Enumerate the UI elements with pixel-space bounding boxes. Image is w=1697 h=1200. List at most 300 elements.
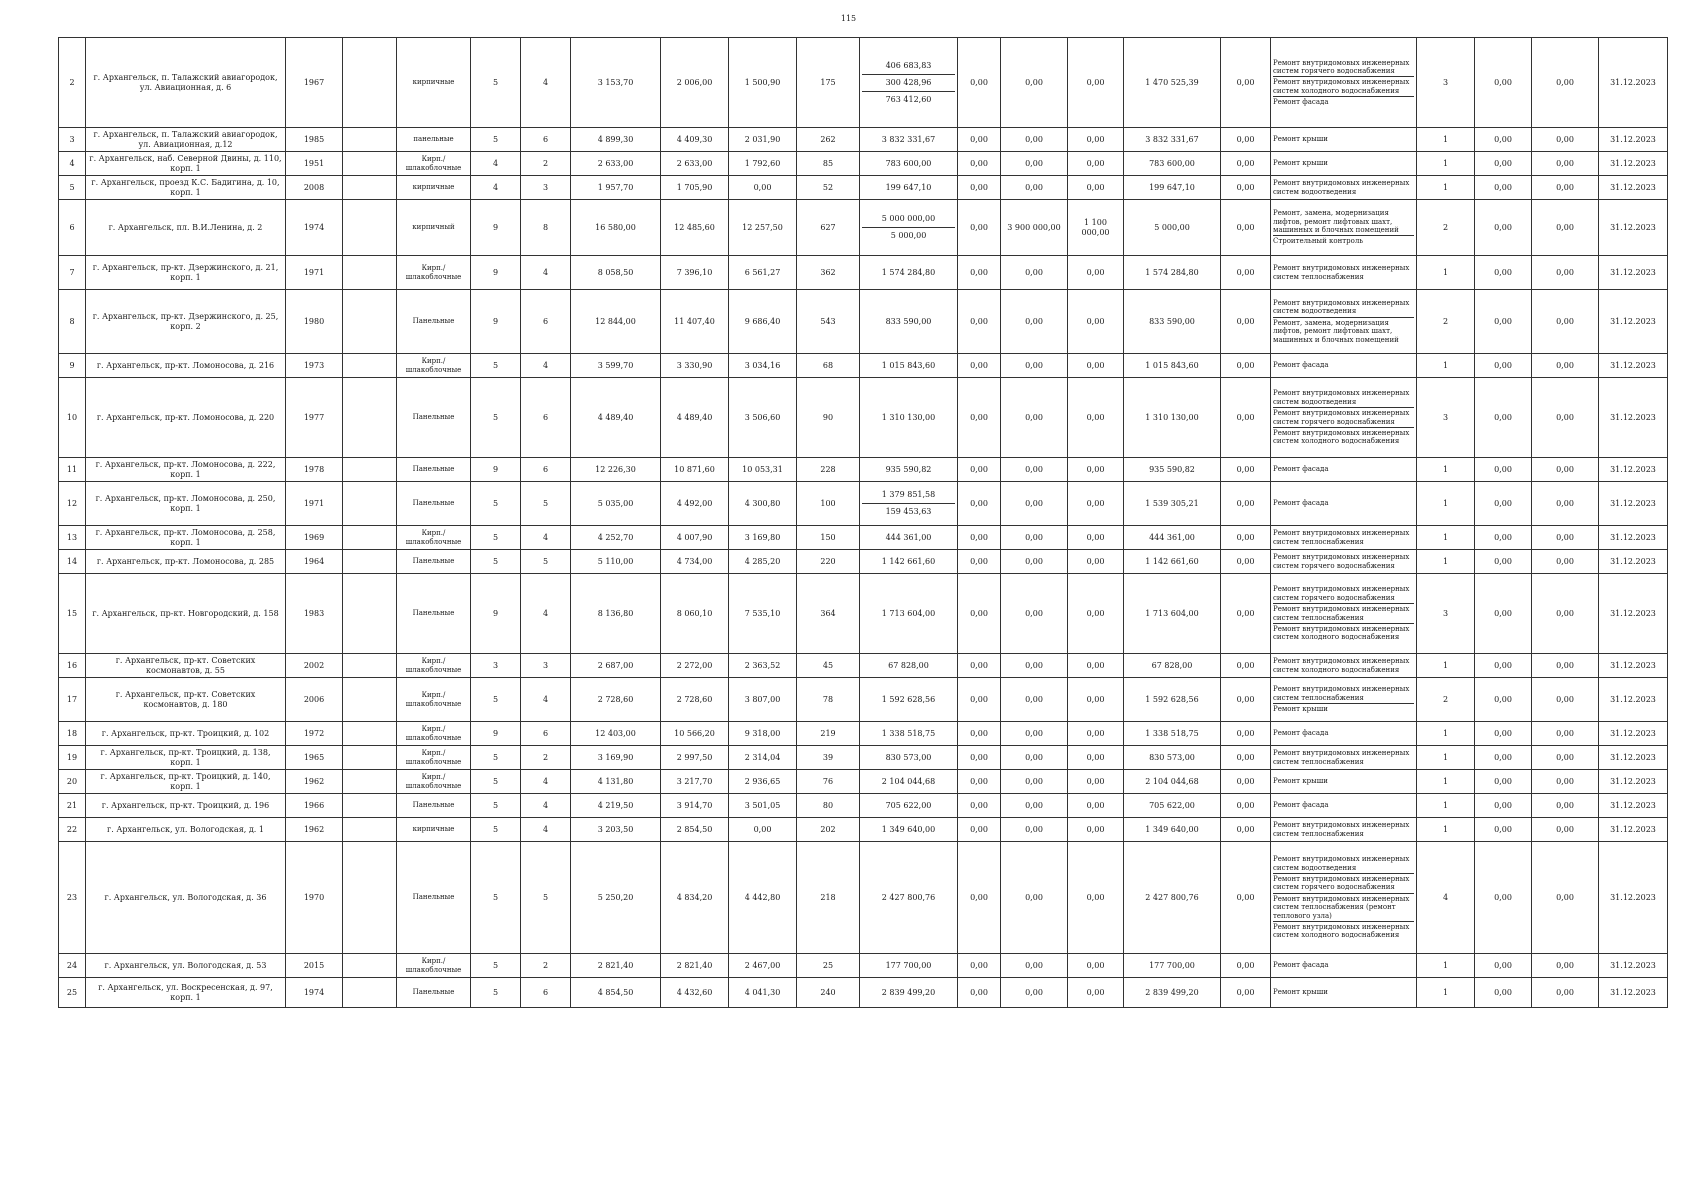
rooms-area-cell: 3 914,70 [661, 794, 729, 818]
limit-cost-cell: 0,00 [1532, 354, 1599, 378]
fund-municipal-cell: 0,00 [1068, 290, 1124, 354]
row-number: 13 [59, 526, 86, 550]
residents-cell: 100 [797, 482, 860, 526]
cost-line: 2 104 044,68 [881, 776, 936, 786]
wall-material-cell: кирпичные [397, 38, 471, 128]
repair-program-table [58, 37, 1668, 1008]
residents-cell: 175 [797, 38, 860, 128]
total-cost-cell [860, 290, 958, 354]
rooms-area-cell: 3 217,70 [661, 770, 729, 794]
table-row [59, 482, 1668, 526]
address-cell: г. Архангельск, пр-кт. Троицкий, д. 138, корп. 1 [86, 746, 286, 770]
wall-material-cell: Кирп./ шлакоблочные [397, 770, 471, 794]
cost-line: 830 573,00 [885, 752, 932, 762]
fund-municipal-cell: 0,00 [1068, 38, 1124, 128]
work-type-line: Ремонт внутридомовых инженерных систем теплоснабжения [1273, 821, 1410, 838]
entrances-cell: 8 [521, 200, 571, 256]
year-built-cell: 1951 [286, 152, 343, 176]
year-built-cell: 2006 [286, 678, 343, 722]
rooms-area-cell: 8 060,10 [661, 574, 729, 654]
total-cost-cell [860, 678, 958, 722]
fund-municipal-cell: 0,00 [1068, 574, 1124, 654]
unit-cost-cell: 0,00 [1475, 818, 1532, 842]
rooms-area-cell: 10 566,20 [661, 722, 729, 746]
unit-cost-cell: 0,00 [1475, 378, 1532, 458]
table-row [59, 794, 1668, 818]
rooms-area-cell: 2 006,00 [661, 38, 729, 128]
entrances-cell: 4 [521, 770, 571, 794]
residents-cell: 262 [797, 128, 860, 152]
floors-cell: 5 [471, 978, 521, 1008]
cost-line: 935 590,82 [885, 464, 932, 474]
floors-cell: 5 [471, 770, 521, 794]
row-number: 18 [59, 722, 86, 746]
total-cost-cell [860, 574, 958, 654]
completion-date-cell: 31.12.2023 [1599, 954, 1668, 978]
work-count-cell: 4 [1417, 842, 1475, 954]
total-area-cell: 8 136,80 [571, 574, 661, 654]
work-type-line: Ремонт внутридомовых инженерных систем теплоснабжения [1273, 264, 1410, 281]
fund-municipal-cell: 0,00 [1068, 128, 1124, 152]
row-number: 5 [59, 176, 86, 200]
fund-regional-cell: 0,00 [1001, 978, 1068, 1008]
living-area-cell: 2 031,90 [729, 128, 797, 152]
table-row [59, 128, 1668, 152]
wall-material-cell: Панельные [397, 794, 471, 818]
empty-cell [343, 842, 397, 954]
fund-federal-cell: 0,00 [958, 128, 1001, 152]
fund-owners-cell: 1 142 661,60 [1124, 550, 1221, 574]
total-cost-cell [860, 176, 958, 200]
entrances-cell: 4 [521, 256, 571, 290]
work-type-cell [1271, 678, 1417, 722]
fund-other-cell: 0,00 [1221, 550, 1271, 574]
fund-municipal-cell: 0,00 [1068, 746, 1124, 770]
work-type-line: Ремонт крыши [1273, 159, 1328, 168]
cost-line: 783 600,00 [885, 158, 932, 168]
fund-owners-cell: 783 600,00 [1124, 152, 1221, 176]
floors-cell: 5 [471, 526, 521, 550]
total-cost-cell [860, 794, 958, 818]
address-cell: г. Архангельск, пр-кт. Ломоносова, д. 216 [86, 354, 286, 378]
completion-date-cell: 31.12.2023 [1599, 654, 1668, 678]
completion-date-cell: 31.12.2023 [1599, 526, 1668, 550]
living-area-cell: 0,00 [729, 176, 797, 200]
work-count-cell: 1 [1417, 152, 1475, 176]
row-number: 9 [59, 354, 86, 378]
living-area-cell: 4 285,20 [729, 550, 797, 574]
table-row [59, 176, 1668, 200]
wall-material-cell: Панельные [397, 550, 471, 574]
empty-cell [343, 256, 397, 290]
fund-federal-cell: 0,00 [958, 354, 1001, 378]
work-count-cell: 2 [1417, 200, 1475, 256]
completion-date-cell: 31.12.2023 [1599, 378, 1668, 458]
row-number: 6 [59, 200, 86, 256]
cost-line: 199 647,10 [885, 182, 932, 192]
entrances-cell: 4 [521, 354, 571, 378]
year-built-cell: 2002 [286, 654, 343, 678]
work-type-cell [1271, 38, 1417, 128]
year-built-cell: 1964 [286, 550, 343, 574]
residents-cell: 45 [797, 654, 860, 678]
address-cell: г. Архангельск, пр-кт. Ломоносова, д. 222, корп. 1 [86, 458, 286, 482]
unit-cost-cell: 0,00 [1475, 746, 1532, 770]
work-count-cell: 1 [1417, 818, 1475, 842]
address-cell: г. Архангельск, пр-кт. Ломоносова, д. 220 [86, 378, 286, 458]
row-number: 17 [59, 678, 86, 722]
cost-line: 1 713 604,00 [881, 608, 936, 618]
empty-cell [343, 574, 397, 654]
floors-cell: 4 [471, 152, 521, 176]
limit-cost-cell: 0,00 [1532, 176, 1599, 200]
total-area-cell: 4 252,70 [571, 526, 661, 550]
table-row [59, 378, 1668, 458]
rooms-area-cell: 2 821,40 [661, 954, 729, 978]
fund-owners-cell: 1 713 604,00 [1124, 574, 1221, 654]
living-area-cell: 9 318,00 [729, 722, 797, 746]
wall-material-cell: Кирп./ шлакоблочные [397, 526, 471, 550]
table-row [59, 746, 1668, 770]
year-built-cell: 1967 [286, 38, 343, 128]
address-cell: г. Архангельск, проезд К.С. Бадигина, д. 10, корп. 1 [86, 176, 286, 200]
table-row [59, 152, 1668, 176]
residents-cell: 85 [797, 152, 860, 176]
year-built-cell: 1978 [286, 458, 343, 482]
unit-cost-cell: 0,00 [1475, 482, 1532, 526]
living-area-cell: 2 363,52 [729, 654, 797, 678]
work-type-line: Ремонт, замена, модернизация лифтов, ремонт лифтовых шахт, машинных и блочных помещений [1273, 209, 1399, 234]
work-type-cell [1271, 654, 1417, 678]
address-cell: г. Архангельск, пр-кт. Ломоносова, д. 285 [86, 550, 286, 574]
address-cell: г. Архангельск, наб. Северной Двины, д. 110, корп. 1 [86, 152, 286, 176]
completion-date-cell: 31.12.2023 [1599, 200, 1668, 256]
work-type-cell [1271, 978, 1417, 1008]
work-type-line: Ремонт внутридомовых инженерных систем теплоснабжения [1273, 603, 1414, 623]
year-built-cell: 1974 [286, 200, 343, 256]
address-cell: г. Архангельск, пр-кт. Троицкий, д. 140, корп. 1 [86, 770, 286, 794]
limit-cost-cell: 0,00 [1532, 526, 1599, 550]
fund-federal-cell: 0,00 [958, 818, 1001, 842]
work-type-cell [1271, 354, 1417, 378]
fund-municipal-cell: 0,00 [1068, 526, 1124, 550]
residents-cell: 219 [797, 722, 860, 746]
year-built-cell: 1972 [286, 722, 343, 746]
work-type-line: Ремонт внутридомовых инженерных систем холодного водоснабжения [1273, 921, 1414, 941]
total-cost-cell [860, 38, 958, 128]
fund-regional-cell: 0,00 [1001, 256, 1068, 290]
living-area-cell: 3 506,60 [729, 378, 797, 458]
limit-cost-cell: 0,00 [1532, 152, 1599, 176]
rooms-area-cell: 2 272,00 [661, 654, 729, 678]
floors-cell: 5 [471, 746, 521, 770]
rooms-area-cell: 10 871,60 [661, 458, 729, 482]
fund-municipal-cell: 0,00 [1068, 818, 1124, 842]
unit-cost-cell: 0,00 [1475, 152, 1532, 176]
fund-municipal-cell: 0,00 [1068, 378, 1124, 458]
year-built-cell: 1970 [286, 842, 343, 954]
total-cost-cell [860, 200, 958, 256]
fund-other-cell: 0,00 [1221, 954, 1271, 978]
rooms-area-cell: 2 997,50 [661, 746, 729, 770]
fund-other-cell: 0,00 [1221, 818, 1271, 842]
living-area-cell: 2 467,00 [729, 954, 797, 978]
row-number: 4 [59, 152, 86, 176]
year-built-cell: 1983 [286, 574, 343, 654]
empty-cell [343, 176, 397, 200]
empty-cell [343, 978, 397, 1008]
limit-cost-cell: 0,00 [1532, 550, 1599, 574]
fund-federal-cell: 0,00 [958, 678, 1001, 722]
unit-cost-cell: 0,00 [1475, 354, 1532, 378]
row-number: 19 [59, 746, 86, 770]
empty-cell [343, 482, 397, 526]
fund-other-cell: 0,00 [1221, 978, 1271, 1008]
work-type-line: Ремонт внутридомовых инженерных систем водоотведения [1273, 179, 1410, 196]
fund-municipal-cell: 0,00 [1068, 458, 1124, 482]
total-area-cell: 16 580,00 [571, 200, 661, 256]
empty-cell [343, 458, 397, 482]
work-type-line: Ремонт внутридомовых инженерных систем холодного водоснабжения [1273, 427, 1414, 447]
fund-municipal-cell: 0,00 [1068, 176, 1124, 200]
row-number: 12 [59, 482, 86, 526]
limit-cost-cell: 0,00 [1532, 200, 1599, 256]
work-count-cell: 1 [1417, 722, 1475, 746]
fund-owners-cell: 830 573,00 [1124, 746, 1221, 770]
fund-municipal-cell: 0,00 [1068, 482, 1124, 526]
empty-cell [343, 128, 397, 152]
total-cost-cell [860, 746, 958, 770]
work-count-cell: 1 [1417, 256, 1475, 290]
work-type-cell [1271, 152, 1417, 176]
wall-material-cell: Панельные [397, 378, 471, 458]
work-type-line: Ремонт фасада [1273, 729, 1329, 738]
rooms-area-cell: 3 330,90 [661, 354, 729, 378]
fund-owners-cell: 1 470 525,39 [1124, 38, 1221, 128]
table-row [59, 574, 1668, 654]
wall-material-cell: Панельные [397, 574, 471, 654]
cost-line: 1 379 851,58 [881, 490, 936, 499]
fund-owners-cell: 1 349 640,00 [1124, 818, 1221, 842]
fund-federal-cell: 0,00 [958, 256, 1001, 290]
work-type-line: Ремонт внутридомовых инженерных систем теплоснабжения [1273, 749, 1410, 766]
unit-cost-cell: 0,00 [1475, 128, 1532, 152]
work-type-line: Ремонт фасада [1273, 465, 1329, 474]
limit-cost-cell: 0,00 [1532, 256, 1599, 290]
wall-material-cell: Кирп./ шлакоблочные [397, 256, 471, 290]
limit-cost-cell: 0,00 [1532, 722, 1599, 746]
cost-line: 67 828,00 [888, 660, 929, 670]
work-type-line: Ремонт фасада [1273, 96, 1414, 107]
work-type-line: Ремонт крыши [1273, 703, 1414, 714]
cost-line: 1 015 843,60 [881, 360, 936, 370]
row-number: 21 [59, 794, 86, 818]
fund-owners-cell: 833 590,00 [1124, 290, 1221, 354]
entrances-cell: 4 [521, 794, 571, 818]
address-cell: г. Архангельск, пр-кт. Дзержинского, д. 21, корп. 1 [86, 256, 286, 290]
fund-regional-cell: 0,00 [1001, 458, 1068, 482]
fund-owners-cell: 1 592 628,56 [1124, 678, 1221, 722]
empty-cell [343, 152, 397, 176]
limit-cost-cell: 0,00 [1532, 482, 1599, 526]
living-area-cell: 3 034,16 [729, 354, 797, 378]
total-area-cell: 1 957,70 [571, 176, 661, 200]
fund-other-cell: 0,00 [1221, 722, 1271, 746]
entrances-cell: 6 [521, 290, 571, 354]
total-area-cell: 3 599,70 [571, 354, 661, 378]
wall-material-cell: Кирп./ шлакоблочные [397, 722, 471, 746]
year-built-cell: 1980 [286, 290, 343, 354]
floors-cell: 9 [471, 200, 521, 256]
limit-cost-cell: 0,00 [1532, 954, 1599, 978]
table-row [59, 38, 1668, 128]
unit-cost-cell: 0,00 [1475, 290, 1532, 354]
year-built-cell: 1962 [286, 770, 343, 794]
fund-federal-cell: 0,00 [958, 38, 1001, 128]
empty-cell [343, 722, 397, 746]
residents-cell: 627 [797, 200, 860, 256]
total-area-cell: 2 821,40 [571, 954, 661, 978]
limit-cost-cell: 0,00 [1532, 654, 1599, 678]
total-area-cell: 4 219,50 [571, 794, 661, 818]
fund-regional-cell: 0,00 [1001, 176, 1068, 200]
row-number: 25 [59, 978, 86, 1008]
completion-date-cell: 31.12.2023 [1599, 256, 1668, 290]
residents-cell: 202 [797, 818, 860, 842]
table-row [59, 842, 1668, 954]
living-area-cell: 2 936,65 [729, 770, 797, 794]
total-cost-cell [860, 818, 958, 842]
work-count-cell: 1 [1417, 526, 1475, 550]
year-built-cell: 1977 [286, 378, 343, 458]
completion-date-cell: 31.12.2023 [1599, 38, 1668, 128]
living-area-cell: 4 300,80 [729, 482, 797, 526]
fund-municipal-cell: 0,00 [1068, 954, 1124, 978]
work-type-line: Ремонт, замена, модернизация лифтов, ремонт лифтовых шахт, машинных и блочных помещений [1273, 317, 1414, 345]
total-area-cell: 12 226,30 [571, 458, 661, 482]
address-cell: г. Архангельск, пр-кт. Новгородский, д. 158 [86, 574, 286, 654]
row-number: 14 [59, 550, 86, 574]
row-number: 3 [59, 128, 86, 152]
entrances-cell: 3 [521, 654, 571, 678]
limit-cost-cell: 0,00 [1532, 978, 1599, 1008]
work-type-cell [1271, 256, 1417, 290]
fund-federal-cell: 0,00 [958, 200, 1001, 256]
completion-date-cell: 31.12.2023 [1599, 128, 1668, 152]
empty-cell [343, 654, 397, 678]
fund-other-cell: 0,00 [1221, 256, 1271, 290]
empty-cell [343, 526, 397, 550]
work-type-line: Ремонт крыши [1273, 988, 1328, 997]
rooms-area-cell: 12 485,60 [661, 200, 729, 256]
entrances-cell: 4 [521, 38, 571, 128]
cost-line: 1 574 284,80 [881, 267, 936, 277]
fund-other-cell: 0,00 [1221, 354, 1271, 378]
total-cost-cell [860, 152, 958, 176]
work-type-cell [1271, 378, 1417, 458]
row-number: 23 [59, 842, 86, 954]
work-type-line: Ремонт фасада [1273, 961, 1329, 970]
total-cost-cell [860, 526, 958, 550]
total-area-cell: 3 153,70 [571, 38, 661, 128]
fund-regional-cell: 0,00 [1001, 818, 1068, 842]
completion-date-cell: 31.12.2023 [1599, 482, 1668, 526]
limit-cost-cell: 0,00 [1532, 458, 1599, 482]
fund-owners-cell: 444 361,00 [1124, 526, 1221, 550]
fund-federal-cell: 0,00 [958, 770, 1001, 794]
fund-regional-cell: 0,00 [1001, 482, 1068, 526]
entrances-cell: 4 [521, 818, 571, 842]
work-count-cell: 1 [1417, 978, 1475, 1008]
floors-cell: 5 [471, 842, 521, 954]
row-number: 11 [59, 458, 86, 482]
residents-cell: 78 [797, 678, 860, 722]
floors-cell: 5 [471, 354, 521, 378]
unit-cost-cell: 0,00 [1475, 38, 1532, 128]
work-type-line: Ремонт внутридомовых инженерных систем холодного водоснабжения [1273, 623, 1414, 643]
unit-cost-cell: 0,00 [1475, 722, 1532, 746]
rooms-area-cell: 11 407,40 [661, 290, 729, 354]
limit-cost-cell: 0,00 [1532, 378, 1599, 458]
work-type-cell [1271, 722, 1417, 746]
fund-other-cell: 0,00 [1221, 794, 1271, 818]
completion-date-cell: 31.12.2023 [1599, 746, 1668, 770]
work-type-line: Ремонт внутридомовых инженерных систем горячего водоснабжения [1273, 58, 1410, 75]
address-cell: г. Архангельск, пр-кт. Советских космонавтов, д. 55 [86, 654, 286, 678]
work-type-line: Ремонт внутридомовых инженерных систем теплоснабжения (ремонт теплового узла) [1273, 893, 1414, 921]
completion-date-cell: 31.12.2023 [1599, 842, 1668, 954]
work-count-cell: 1 [1417, 954, 1475, 978]
entrances-cell: 2 [521, 954, 571, 978]
living-area-cell: 4 041,30 [729, 978, 797, 1008]
fund-regional-cell: 3 900 000,00 [1001, 200, 1068, 256]
fund-regional-cell: 0,00 [1001, 290, 1068, 354]
work-count-cell: 1 [1417, 746, 1475, 770]
year-built-cell: 1971 [286, 482, 343, 526]
cost-line: 3 832 331,67 [881, 134, 936, 144]
fund-municipal-cell: 0,00 [1068, 152, 1124, 176]
total-area-cell: 4 854,50 [571, 978, 661, 1008]
fund-federal-cell: 0,00 [958, 482, 1001, 526]
wall-material-cell: Панельные [397, 482, 471, 526]
work-count-cell: 1 [1417, 482, 1475, 526]
limit-cost-cell: 0,00 [1532, 574, 1599, 654]
fund-other-cell: 0,00 [1221, 38, 1271, 128]
wall-material-cell: Кирп./ шлакоблочные [397, 746, 471, 770]
completion-date-cell: 31.12.2023 [1599, 550, 1668, 574]
fund-other-cell: 0,00 [1221, 458, 1271, 482]
empty-cell [343, 770, 397, 794]
limit-cost-cell: 0,00 [1532, 678, 1599, 722]
wall-material-cell: кирпичные [397, 176, 471, 200]
year-built-cell: 1973 [286, 354, 343, 378]
floors-cell: 5 [471, 38, 521, 128]
fund-regional-cell: 0,00 [1001, 770, 1068, 794]
floors-cell: 5 [471, 378, 521, 458]
fund-municipal-cell: 0,00 [1068, 354, 1124, 378]
floors-cell: 4 [471, 176, 521, 200]
floors-cell: 3 [471, 654, 521, 678]
total-cost-cell [860, 550, 958, 574]
work-type-line: Ремонт внутридомовых инженерных систем горячего водоснабжения [1273, 553, 1410, 570]
completion-date-cell: 31.12.2023 [1599, 978, 1668, 1008]
residents-cell: 76 [797, 770, 860, 794]
living-area-cell: 3 807,00 [729, 678, 797, 722]
fund-regional-cell: 0,00 [1001, 526, 1068, 550]
total-area-cell: 3 169,90 [571, 746, 661, 770]
fund-regional-cell: 0,00 [1001, 746, 1068, 770]
work-type-cell [1271, 128, 1417, 152]
